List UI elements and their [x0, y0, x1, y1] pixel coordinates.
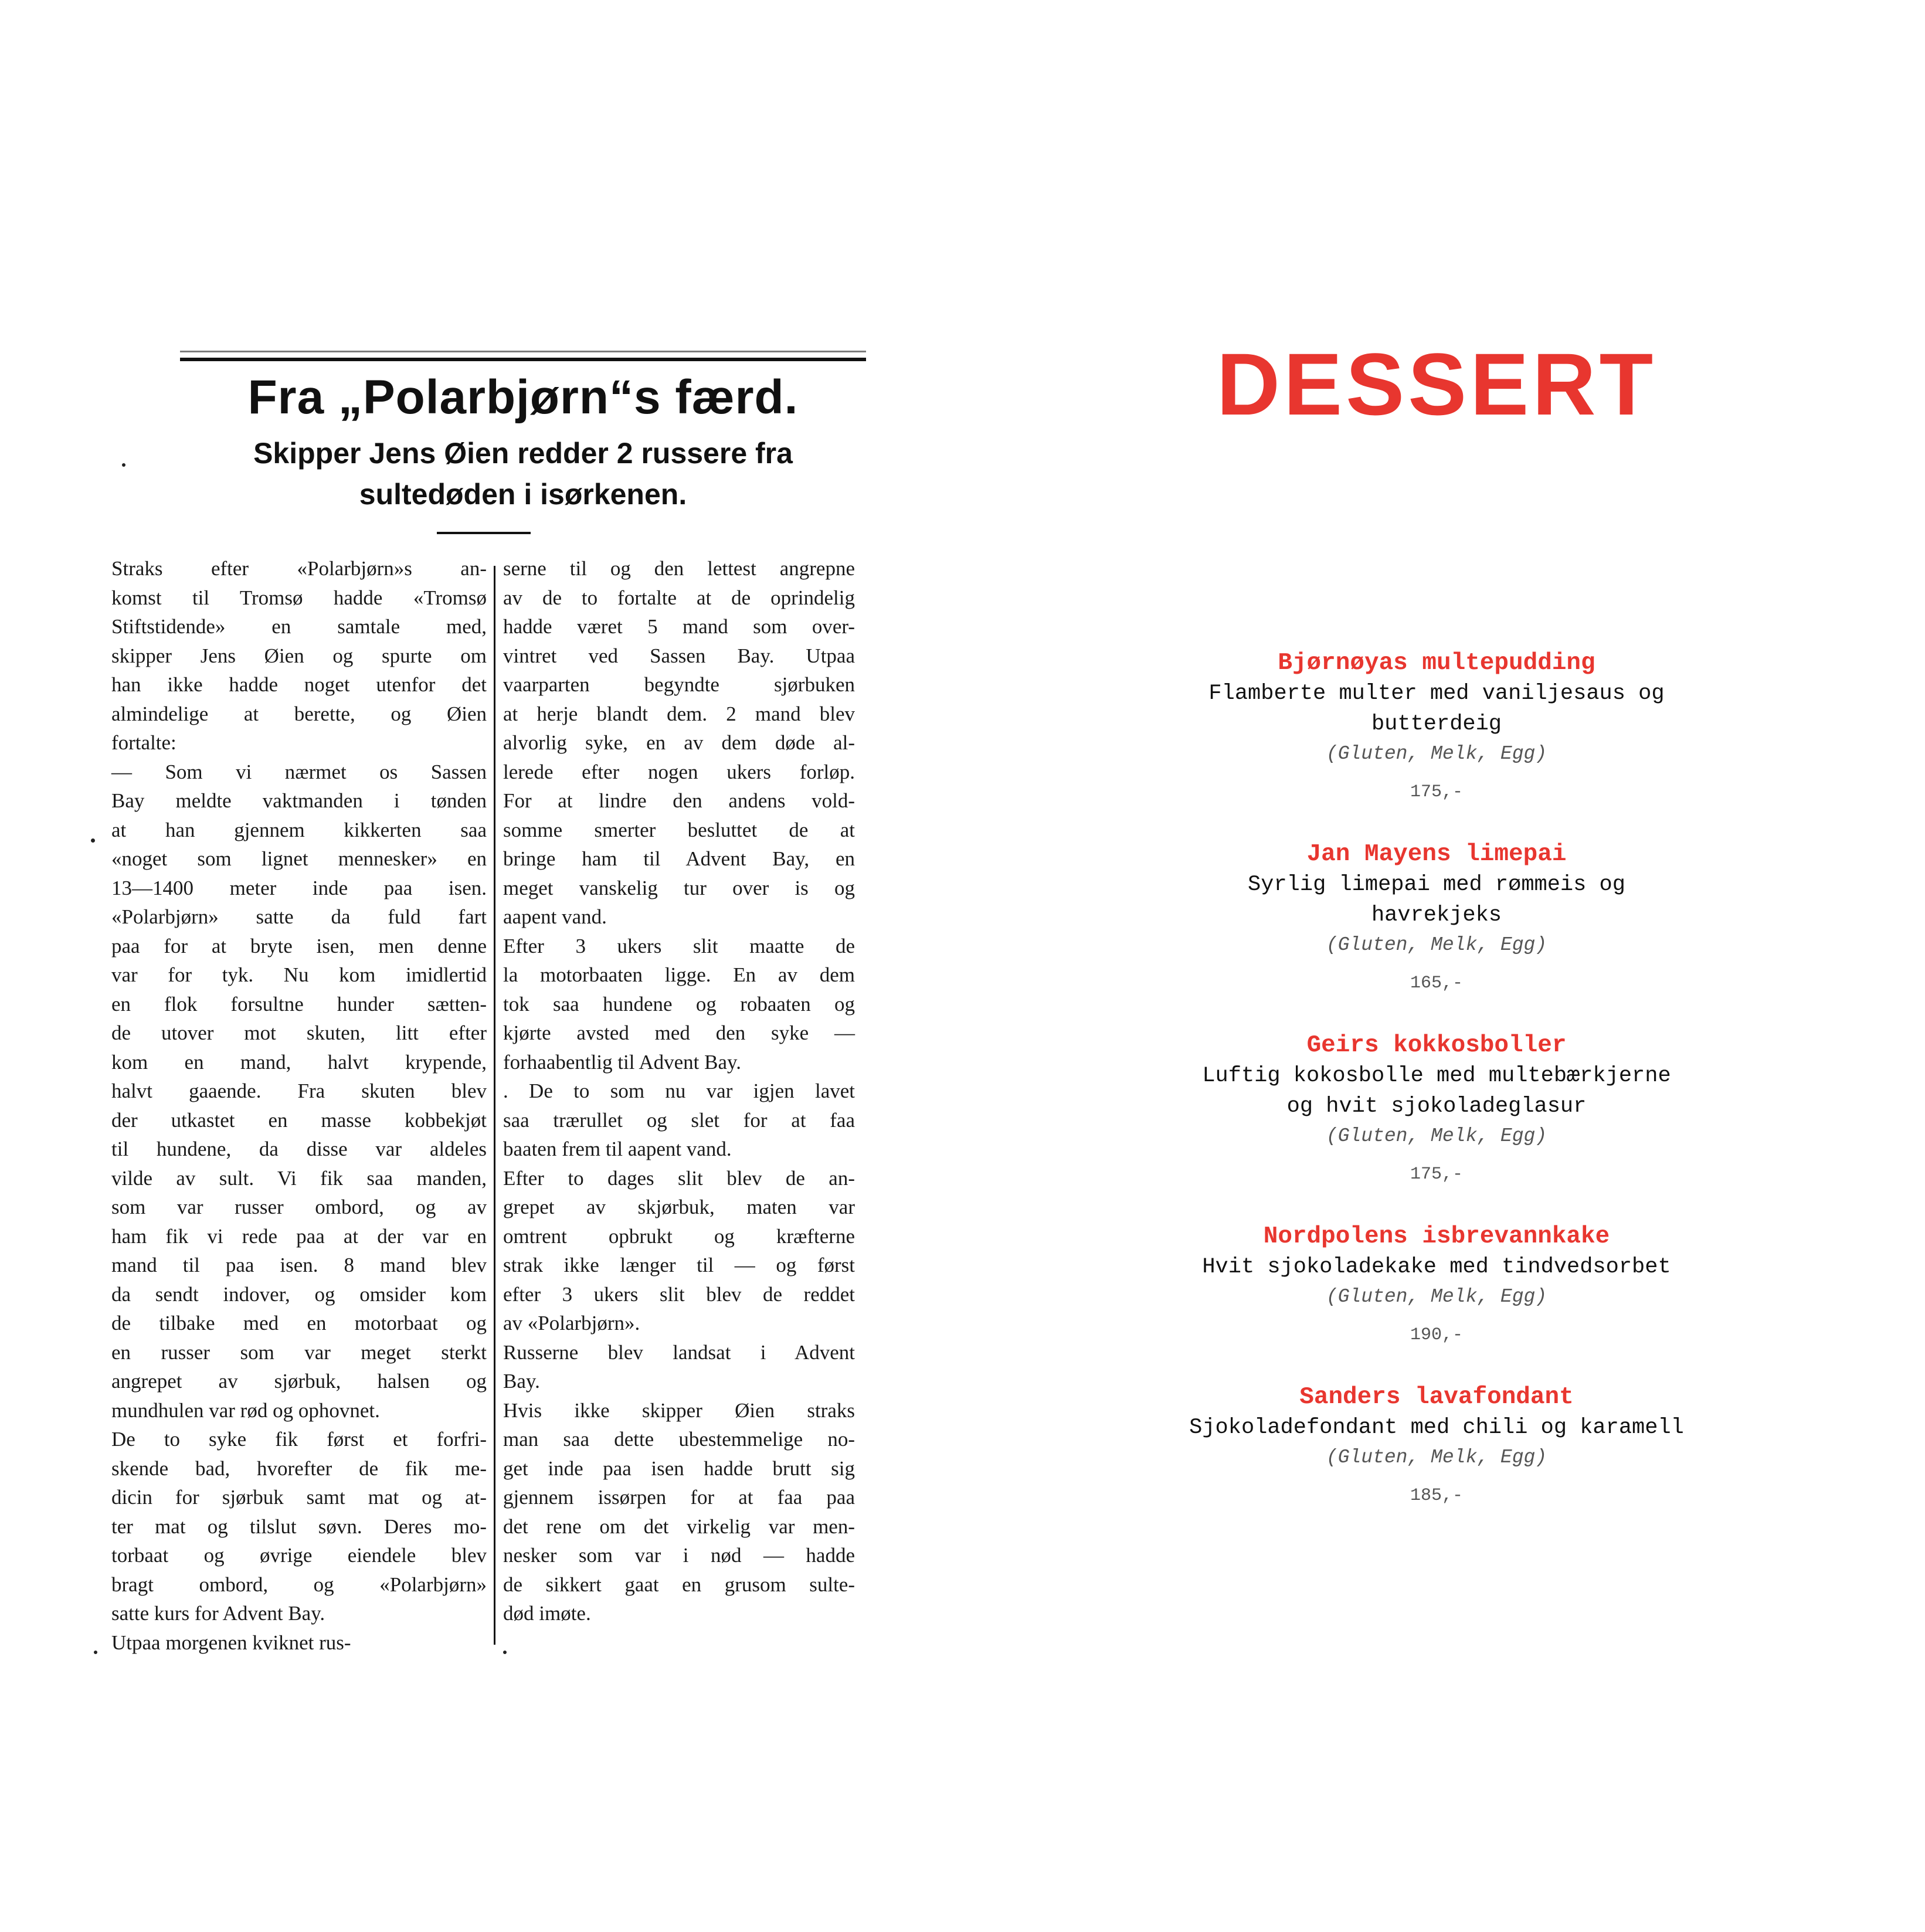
- clipping-subhead-line: sultedøden i isørkenen.: [359, 478, 687, 511]
- article-line: mand til paa isen. 8 mand blev: [111, 1254, 487, 1276]
- article-line: dicin for sjørbuk samt mat og at-: [111, 1486, 487, 1509]
- dessert-name: Jan Mayens limepai: [1306, 841, 1567, 868]
- article-line: — Som vi nærmet os Sassen: [111, 760, 487, 783]
- article-line: 13—1400 meter inde paa isen.: [111, 876, 487, 899]
- dessert-description: Flamberte multer med vaniljesaus og: [1208, 681, 1665, 706]
- dessert-allergens: (Gluten, Melk, Egg): [1326, 1447, 1547, 1468]
- clipping-top-rule-thick: [180, 358, 866, 361]
- clipping-headline: Fra „Polarbjørn“s færd.: [247, 371, 799, 424]
- article-line: mundhulen var rød og ophovnet.: [111, 1398, 380, 1422]
- article-line: ham fik vi rede paa at der var en: [111, 1224, 487, 1248]
- dessert-allergens: (Gluten, Melk, Egg): [1326, 934, 1547, 956]
- article-line: gjennem issørpen for at faa paa: [503, 1486, 855, 1509]
- article-line: «Polarbjørn» satte da fuld fart: [111, 905, 487, 928]
- dessert-item: [1132, 648, 1741, 804]
- article-column-right: [503, 554, 855, 1628]
- article-line: en flok forsultne hunder sætten-: [111, 992, 487, 1016]
- dessert-item: [1132, 1221, 1741, 1347]
- dessert-list: [1132, 648, 1741, 1543]
- dessert-description: Syrlig limepai med rømmeis og: [1248, 872, 1625, 897]
- article-line: en russer som var meget sterkt: [111, 1340, 487, 1364]
- article-line: forhaabentlig til Advent Bay.: [503, 1050, 741, 1074]
- article-line: torbaat og øvrige eiendele blev: [111, 1544, 487, 1567]
- dessert-description: Luftig kokosbolle med multebærkjerne: [1202, 1064, 1671, 1088]
- article-line: kjørte avsted med den syke —: [503, 1021, 855, 1044]
- print-speck: [122, 463, 125, 467]
- print-speck: [91, 838, 95, 843]
- article-line: at herje blandt dem. 2 mand blev: [503, 702, 855, 725]
- article-line: grepet av skjørbuk, maten var: [503, 1196, 855, 1218]
- article-line: Straks efter «Polarbjørn»s an-: [111, 557, 487, 580]
- print-speck: [94, 1651, 97, 1654]
- clipping-subhead-line: Skipper Jens Øien redder 2 russere fra: [253, 437, 793, 470]
- dessert-price: 190,-: [1410, 1325, 1463, 1345]
- dessert-allergens: (Gluten, Melk, Egg): [1326, 743, 1547, 765]
- dessert-description: butterdeig: [1371, 712, 1502, 736]
- dessert-description: havrekjeks: [1371, 903, 1502, 928]
- article-line: Utpaa morgenen kviknet rus-: [111, 1631, 351, 1654]
- article-line: det rene om det virkelig var men-: [503, 1515, 855, 1538]
- article-line: av «Polarbjørn».: [503, 1312, 640, 1335]
- article-line: de utover mot skuten, litt efter: [111, 1021, 487, 1044]
- article-line: Bay.: [503, 1370, 540, 1393]
- article-line: at han gjennem kikkerten saa: [111, 818, 487, 841]
- article-line: get inde paa isen hadde brutt sig: [503, 1456, 855, 1480]
- article-line: skende bad, hvorefter de fik me-: [111, 1456, 487, 1480]
- article-line: Russerne blev landsat i Advent: [503, 1340, 855, 1364]
- article-line: fortalte:: [111, 731, 176, 754]
- article-line: der utkastet en masse kobbekjøt: [111, 1108, 487, 1132]
- dessert-price: 185,-: [1410, 1486, 1463, 1506]
- article-line: efter 3 ukers slit blev de reddet: [503, 1282, 855, 1306]
- clipping-divider: [437, 532, 531, 534]
- article-line: da sendt indover, og omsider kom: [111, 1282, 487, 1306]
- dessert-price: 175,-: [1410, 782, 1463, 802]
- article-line: var for tyk. Nu kom imidlertid: [111, 963, 487, 986]
- article-line: bragt ombord, og «Polarbjørn»: [111, 1573, 487, 1596]
- article-column-left: [111, 554, 487, 1657]
- dessert-name: Nordpolens isbrevannkake: [1263, 1223, 1610, 1250]
- dessert-item: [1132, 1382, 1741, 1507]
- article-line: Stiftstidende» en samtale med,: [111, 615, 487, 638]
- article-line: vilde av sult. Vi fik saa manden,: [111, 1166, 487, 1190]
- dessert-price: 165,-: [1410, 973, 1463, 993]
- article-line: saa trærullet og slet for at faa: [503, 1108, 855, 1132]
- article-line: ter mat og tilslut søvn. Deres mo-: [111, 1515, 487, 1538]
- article-line: Efter to dages slit blev de an-: [503, 1166, 855, 1190]
- article-line: de tilbake med en motorbaat og: [111, 1312, 487, 1335]
- article-line: aapent vand.: [503, 905, 607, 928]
- article-line: komst til Tromsø hadde «Tromsø: [111, 586, 487, 609]
- article-line: skipper Jens Øien og spurte om: [111, 644, 487, 667]
- dessert-description: Hvit sjokoladekake med tindvedsorbet: [1202, 1255, 1671, 1279]
- article-line: han ikke hadde noget utenfor det: [111, 673, 487, 696]
- column-divider: [494, 566, 495, 1645]
- article-line: Bay meldte vaktmanden i tønden: [111, 789, 487, 812]
- print-speck: [503, 1651, 507, 1654]
- article-line: de sikkert gaat en grusom sulte-: [503, 1573, 855, 1596]
- article-line: død imøte.: [503, 1602, 591, 1625]
- article-line: tok saa hundene og robaaten og: [503, 992, 855, 1016]
- article-line: omtrent opbrukt og kræfterne: [503, 1224, 855, 1248]
- article-line: vaarparten begyndte sjørbuken: [503, 673, 855, 696]
- article-line: meget vanskelig tur over is og: [503, 876, 855, 899]
- article-line: Efter 3 ukers slit maatte de: [503, 934, 855, 957]
- dessert-price: 175,-: [1410, 1164, 1463, 1184]
- article-line: nesker som var i nød — hadde: [503, 1544, 855, 1567]
- article-line: som var russer ombord, og av: [111, 1196, 487, 1218]
- dessert-item: [1132, 1030, 1741, 1186]
- article-line: alvorlig syke, en av dem døde al-: [503, 731, 855, 754]
- article-line: til hundene, da disse var aldeles: [111, 1138, 487, 1160]
- dessert-allergens: (Gluten, Melk, Egg): [1326, 1125, 1547, 1147]
- article-line: serne til og den lettest angrepne: [503, 557, 855, 580]
- dessert-name: Bjørnøyas multepudding: [1278, 650, 1595, 677]
- article-line: vintret ved Sassen Bay. Utpaa: [503, 644, 855, 667]
- dessert-allergens: (Gluten, Melk, Egg): [1326, 1286, 1547, 1308]
- article-line: la motorbaaten ligge. En av dem: [503, 963, 855, 986]
- article-line: paa for at bryte isen, men denne: [111, 934, 487, 957]
- menu-title: DESSERT: [1216, 335, 1657, 433]
- article-line: satte kurs for Advent Bay.: [111, 1602, 325, 1625]
- clipping-subhead: [180, 433, 866, 515]
- article-line: almindelige at berette, og Øien: [111, 702, 487, 725]
- article-line: bringe ham til Advent Bay, en: [503, 847, 855, 870]
- article-line: baaten frem til aapent vand.: [503, 1138, 732, 1160]
- article-line: somme smerter besluttet de at: [503, 818, 855, 841]
- article-line: «noget som lignet mennesker» en: [111, 847, 487, 870]
- article-line: lerede efter nogen ukers forløp.: [503, 760, 855, 783]
- article-line: kom en mand, halvt krypende,: [111, 1050, 487, 1074]
- dessert-description: og hvit sjokoladeglasur: [1286, 1094, 1587, 1119]
- article-line: hadde været 5 mand som over-: [503, 615, 855, 638]
- dessert-name: Sanders lavafondant: [1299, 1384, 1574, 1411]
- article-line: . De to som nu var igjen lavet: [503, 1079, 855, 1102]
- article-line: av de to fortalte at de oprindelig: [503, 586, 855, 609]
- dessert-description: Sjokoladefondant med chili og karamell: [1189, 1415, 1684, 1440]
- article-line: man saa dette ubestemmelige no-: [503, 1428, 855, 1451]
- article-line: angrepet av sjørbuk, halsen og: [111, 1370, 487, 1393]
- article-line: Hvis ikke skipper Øien straks: [503, 1398, 855, 1422]
- dessert-name: Geirs kokkosboller: [1306, 1032, 1567, 1059]
- dessert-item: [1132, 839, 1741, 995]
- article-line: De to syke fik først et forfri-: [111, 1428, 487, 1451]
- article-line: For at lindre den andens vold-: [503, 789, 855, 812]
- article-line: strak ikke længer til — og først: [503, 1254, 855, 1276]
- clipping-top-rule-thin: [180, 351, 866, 352]
- article-line: halvt gaaende. Fra skuten blev: [111, 1079, 487, 1102]
